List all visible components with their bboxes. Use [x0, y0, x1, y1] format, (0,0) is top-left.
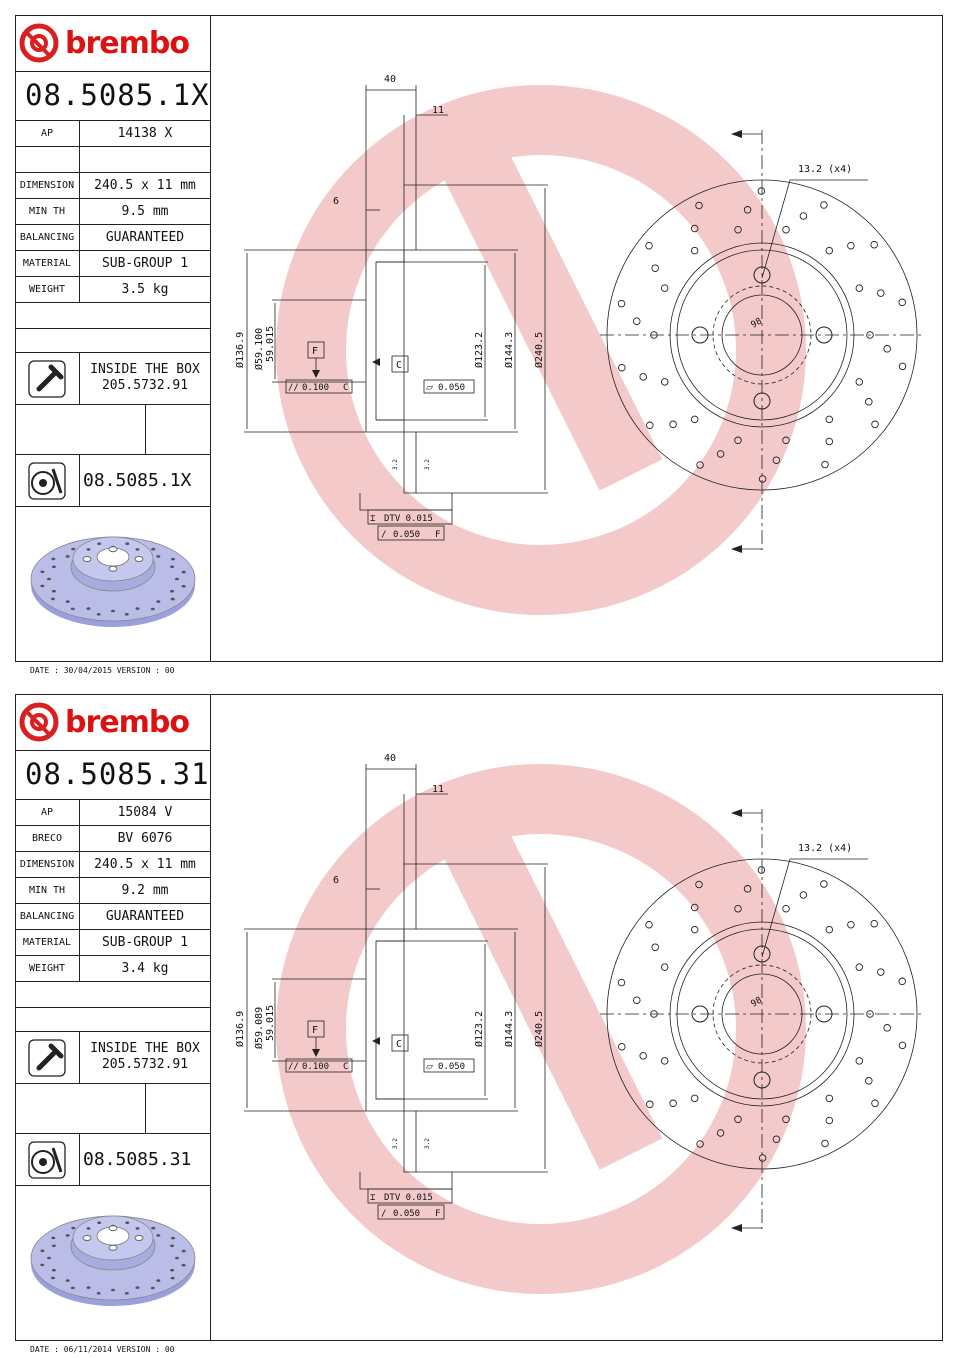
spec-value: 240.5 x 11 mm	[94, 178, 196, 193]
drill-hole	[758, 867, 765, 874]
drill-hole	[647, 1101, 654, 1108]
dim-width: 40	[384, 753, 397, 764]
drill-hole	[856, 964, 863, 971]
spec-key: BALANCING	[15, 225, 80, 250]
roughness-left: 3.2	[392, 459, 399, 470]
drill-hole	[899, 299, 906, 306]
drill-hole	[735, 1116, 742, 1123]
drill-hole	[871, 241, 878, 248]
tol-parallel: 0.100	[302, 383, 330, 393]
drill-hole	[735, 226, 742, 233]
drill-hole	[800, 213, 807, 220]
drill-hole	[619, 364, 626, 371]
svg-text://: //	[288, 383, 299, 393]
drill-hole	[691, 904, 698, 911]
drill-hole	[652, 265, 659, 272]
drill-hole	[640, 374, 647, 381]
drill-hole	[783, 905, 790, 912]
spec-key: MIN TH	[15, 878, 80, 903]
tol-flatness: 0.050	[438, 1062, 466, 1072]
runout-ref: F	[435, 530, 441, 540]
spec-value: SUB-GROUP 1	[101, 256, 189, 271]
brand-name: brembo	[65, 25, 189, 61]
spec-key: AP	[15, 121, 80, 146]
spec-value: 15084 V	[117, 805, 173, 820]
svg-text:/: /	[381, 1209, 387, 1219]
drill-hole	[619, 1043, 626, 1050]
drill-hole	[634, 318, 641, 325]
drill-hole	[640, 1053, 647, 1060]
spec-value: 9.5 mm	[121, 204, 169, 219]
drill-hole	[826, 1095, 833, 1102]
dim-thickness: 11	[432, 784, 445, 795]
drill-hole	[759, 1155, 766, 1162]
datum-c: C	[396, 1039, 403, 1050]
drill-hole	[670, 421, 677, 428]
tol-flatness: 0.050	[438, 383, 466, 393]
tol-parallel: 0.100	[302, 1062, 330, 1072]
drill-hole	[691, 225, 698, 232]
drill-hole	[856, 1058, 863, 1065]
drill-hole	[646, 921, 653, 928]
drill-hole	[691, 416, 698, 423]
hat-section	[366, 250, 404, 432]
drill-hole	[783, 1116, 790, 1123]
dim-d123: Ø123.2	[474, 331, 485, 368]
dim-d136: Ø136.9	[235, 1010, 246, 1047]
drill-hole	[697, 1141, 704, 1148]
drill-hole	[826, 438, 833, 445]
inside-box-code: 205.5732.91	[101, 1057, 189, 1072]
spec-value: 3.5 kg	[121, 282, 169, 297]
drill-hole	[652, 944, 659, 951]
part-number: 08.5085.1X	[25, 78, 210, 112]
datum-f: F	[312, 1025, 319, 1036]
dim-thickness: 11	[432, 105, 445, 116]
drill-hole	[735, 437, 742, 444]
dim-pcd: 98	[749, 316, 764, 331]
drill-hole	[691, 926, 698, 933]
drill-hole	[691, 1095, 698, 1102]
drill-hole	[826, 247, 833, 254]
drill-hole	[899, 363, 906, 370]
drill-hole	[899, 1042, 906, 1049]
drill-hole	[618, 300, 625, 307]
drill-hole	[884, 1025, 891, 1032]
spec-key: MIN TH	[15, 199, 80, 224]
dim-d59b: 59.015	[265, 325, 276, 362]
spec-value: 14138 X	[117, 126, 173, 141]
svg-text://: //	[288, 1062, 299, 1072]
drill-hole	[826, 1117, 833, 1124]
dtv: DTV 0.015	[384, 514, 433, 524]
drill-hole	[661, 964, 668, 971]
runout: 0.050	[393, 530, 421, 540]
drill-hole	[878, 969, 885, 976]
drill-hole	[800, 892, 807, 899]
inside-box-label: INSIDE THE BOX	[90, 362, 200, 377]
disc-section-lower	[404, 1111, 416, 1172]
drill-hole	[826, 416, 833, 423]
inside-box-code: 205.5732.91	[101, 378, 189, 393]
datum-f: F	[312, 346, 319, 357]
dim-d240: Ø240.5	[534, 331, 545, 368]
hat-section	[366, 929, 404, 1111]
drill-hole	[646, 242, 653, 249]
spec-value: 9.2 mm	[121, 883, 169, 898]
technical-drawing	[0, 679, 960, 1358]
spec-value: SUB-GROUP 1	[101, 935, 189, 950]
spec-value: BV 6076	[117, 831, 173, 846]
drill-hole	[848, 242, 855, 249]
drill-hole	[697, 462, 704, 469]
drill-hole	[717, 451, 724, 458]
runout: 0.050	[393, 1209, 421, 1219]
dim-d136: Ø136.9	[235, 331, 246, 368]
drill-hole	[899, 978, 906, 985]
brand-name: brembo	[65, 704, 189, 740]
spec-value: GUARANTEED	[105, 909, 185, 924]
drill-hole	[759, 476, 766, 483]
dim-d144: Ø144.3	[504, 1010, 515, 1047]
datum-c: C	[396, 360, 403, 371]
drill-hole	[661, 379, 668, 386]
drill-hole	[647, 422, 654, 429]
spec-value: 240.5 x 11 mm	[94, 857, 196, 872]
drill-hole	[773, 1136, 780, 1143]
spec-key: MATERIAL	[15, 930, 80, 955]
dim-holes: 13.2 (x4)	[798, 843, 853, 854]
spec-key: BRECO	[15, 826, 80, 851]
date-version: DATE : 06/11/2014 VERSION : 00	[30, 1345, 175, 1354]
dim-d59a: Ø59.100	[254, 327, 265, 370]
drill-hole	[866, 399, 873, 406]
drill-hole	[872, 1100, 879, 1107]
drill-hole	[744, 886, 751, 893]
drill-hole	[872, 421, 879, 428]
runout-ref: F	[435, 1209, 441, 1219]
drill-hole	[783, 437, 790, 444]
spec-key: WEIGHT	[15, 956, 80, 981]
drill-hole	[634, 997, 641, 1004]
dim-pcd: 98	[749, 995, 764, 1010]
spec-key: DIMENSION	[15, 852, 80, 877]
spec-key: DIMENSION	[15, 173, 80, 198]
drill-hole	[878, 290, 885, 297]
drill-hole	[717, 1130, 724, 1137]
spec-key: WEIGHT	[15, 277, 80, 302]
drill-hole	[661, 285, 668, 292]
drill-hole	[618, 979, 625, 986]
roughness-right: 3.2	[424, 459, 431, 470]
drill-hole	[670, 1100, 677, 1107]
svg-text:⏥: ⏥	[426, 383, 433, 393]
dim-d59a: Ø59.089	[254, 1006, 265, 1049]
drawing-sheet	[0, 679, 960, 1358]
drill-hole	[696, 881, 703, 888]
drill-hole	[758, 188, 765, 195]
roughness-right: 3.2	[424, 1138, 431, 1149]
drill-hole	[696, 202, 703, 209]
drill-hole	[821, 881, 828, 888]
drill-hole	[821, 202, 828, 209]
tol-parallel-ref: C	[343, 383, 349, 393]
disc-section-upper	[404, 864, 416, 929]
dim-holes: 13.2 (x4)	[798, 164, 853, 175]
dtv: DTV 0.015	[384, 1193, 433, 1203]
drill-hole	[822, 461, 829, 468]
dim-d144: Ø144.3	[504, 331, 515, 368]
dim-d240: Ø240.5	[534, 1010, 545, 1047]
drill-hole	[866, 1078, 873, 1085]
tol-parallel-ref: C	[343, 1062, 349, 1072]
drill-hole	[661, 1058, 668, 1065]
spec-value: GUARANTEED	[105, 230, 185, 245]
roughness-left: 3.2	[392, 1138, 399, 1149]
spec-value: 3.4 kg	[121, 961, 169, 976]
date-version: DATE : 30/04/2015 VERSION : 00	[30, 666, 175, 675]
inside-box-label: INSIDE THE BOX	[90, 1041, 200, 1056]
dim-d123: Ø123.2	[474, 1010, 485, 1047]
drill-hole	[826, 926, 833, 933]
disc-section-lower	[404, 432, 416, 493]
dim-width: 40	[384, 74, 397, 85]
spec-key: BALANCING	[15, 904, 80, 929]
spec-key: MATERIAL	[15, 251, 80, 276]
drill-hole	[871, 920, 878, 927]
part-number: 08.5085.31	[25, 757, 210, 791]
part-number-small: 08.5085.1X	[83, 470, 192, 491]
dim-hat: 6	[333, 875, 340, 886]
drill-hole	[691, 247, 698, 254]
drill-hole	[848, 921, 855, 928]
drill-hole	[856, 285, 863, 292]
svg-text:/: /	[381, 530, 387, 540]
svg-text:⌶: ⌶	[370, 1193, 376, 1203]
drill-hole	[735, 905, 742, 912]
dim-hat: 6	[333, 196, 340, 207]
drill-hole	[822, 1140, 829, 1147]
drill-hole	[856, 379, 863, 386]
svg-text:⏥: ⏥	[426, 1062, 433, 1072]
part-number-small: 08.5085.31	[83, 1149, 192, 1170]
drill-hole	[783, 226, 790, 233]
drill-hole	[884, 346, 891, 353]
svg-text:⌶: ⌶	[370, 514, 376, 524]
disc-section-upper	[404, 185, 416, 250]
drill-hole	[773, 457, 780, 464]
spec-key: AP	[15, 800, 80, 825]
drill-hole	[744, 207, 751, 214]
dim-d59b: 59.015	[265, 1004, 276, 1041]
